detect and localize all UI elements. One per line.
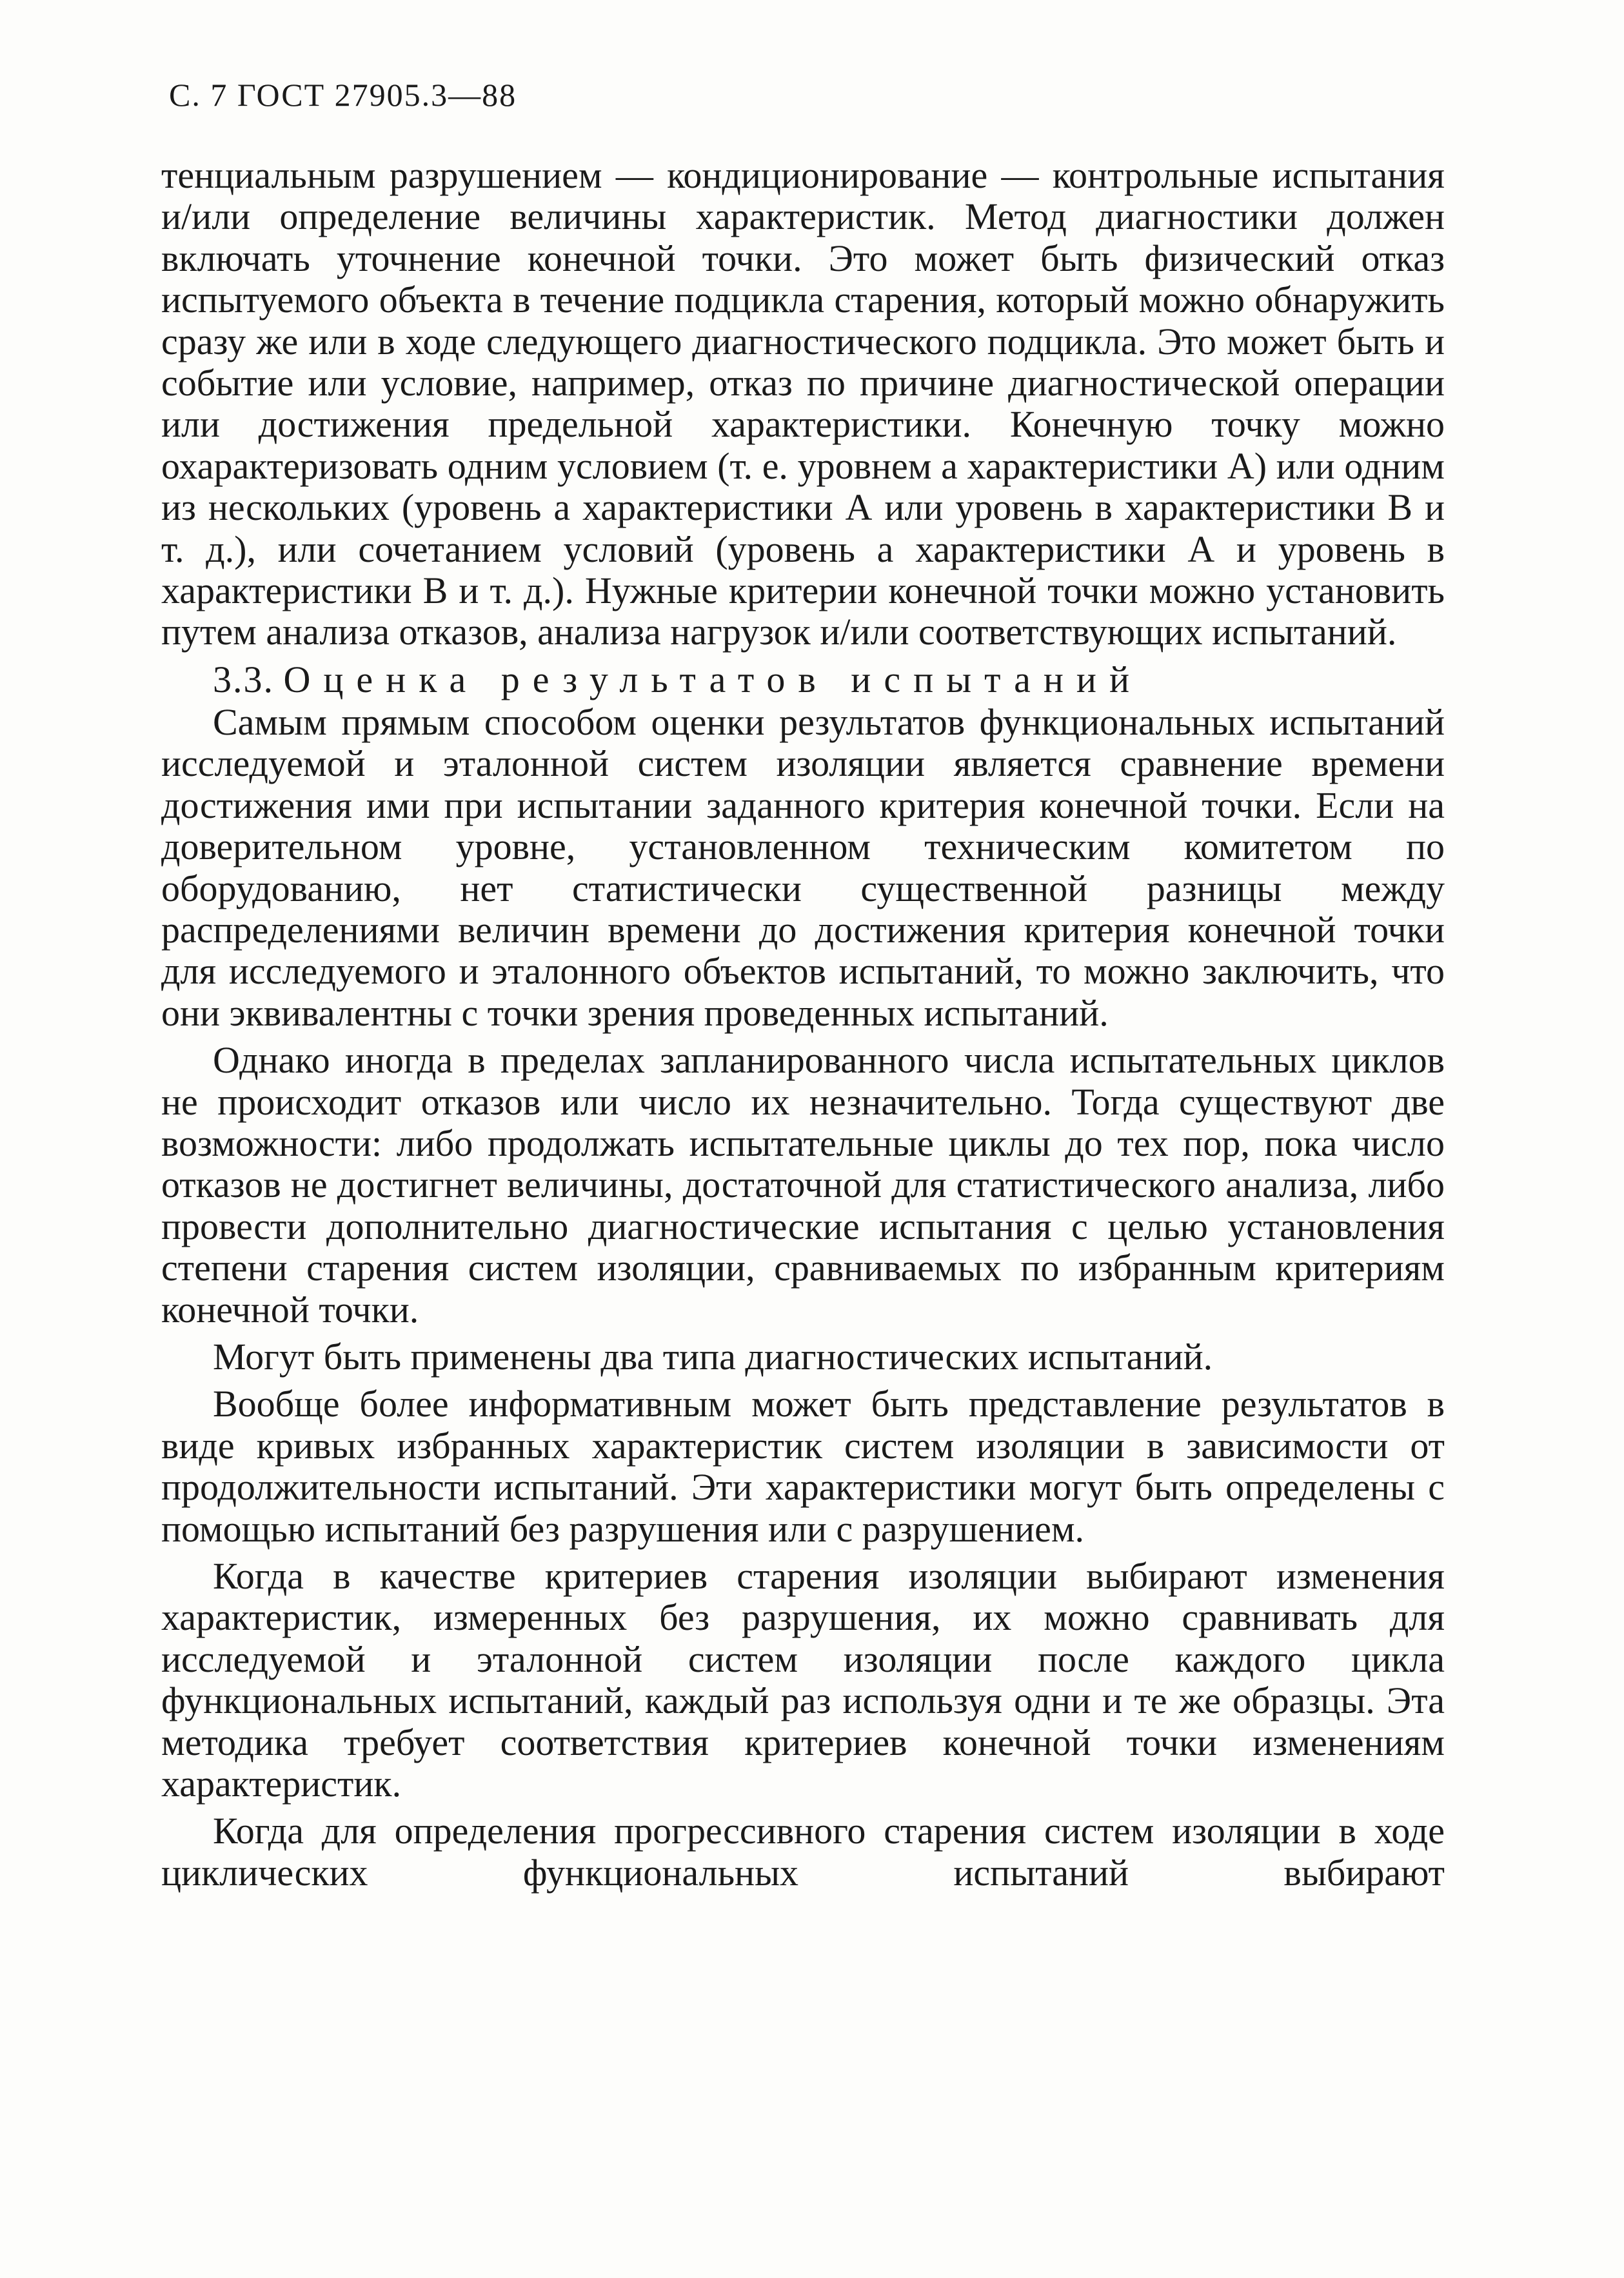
section-number: 3.3. [213, 658, 274, 700]
section-title: Оценка результатов испытаний [283, 658, 1143, 700]
section-heading [161, 659, 1445, 700]
paragraph-continuation: тенциальным разрушением — кондиционирование — контрольные испытания и/или определение величины характеристик. Метод диагностики должен включать уточнение конечной точки. Это может быть физический отказ испытуемого объекта в течение подцикла старения, который можно обнаружить сразу же или в ходе следующего диагностического подцикла. Это может быть и событие или условие, например, отказ по причине диагностической операции или достижения предельной характеристики. Конечную точку можно охарактеризовать одним условием (т. е. уровнем а характеристики А) или одним из нескольких (уровень а характеристики А или уровень в характеристики В и т. д.), или сочетанием условий (уровень а характеристики А и уровень в характеристики В и т. д.). Нужные критерии конечной точки можно установить путем анализа отказов, анализа нагрузок и/или соответствующих испытаний. [161, 154, 1445, 653]
paragraph-progressive-aging: Когда для определения прогрессивного старения систем изоляции в ходе циклических функциональных испытаний выбирают [161, 1810, 1445, 1894]
paragraph-evaluation-method: Самым прямым способом оценки результатов функциональных испытаний исследуемой и эталонной систем изоляции является сравнение времени достижения ими при испытании заданного критерия конечной точки. Если на доверительном уровне, установленном техническим комитетом по оборудованию, нет статистически существенной разницы между распределениями величин времени до достижения критерия конечной точки для исследуемого и эталонного объектов испытаний, то можно заключить, что они эквивалентны с точки зрения проведенных испытаний. [161, 700, 1445, 1034]
body-text [161, 155, 1445, 1899]
paragraph-curves: Вообще более информативным может быть представление результатов в виде кривых избранных характеристик систем изоляции в зависимости от продолжительности испытаний. Эти характеристики могут быть определены с помощью испытаний без разрушения или с разрушением. [161, 1383, 1445, 1550]
paragraph-two-types: Могут быть применены два типа диагностических испытаний. [213, 1335, 1213, 1378]
page-header: С. 7 ГОСТ 27905.3—88 [169, 77, 517, 113]
paragraph-nondestructive: Когда в качестве критериев старения изоляции выбирают изменения характеристик, измеренных без разрушения, их можно сравнивать для исследуемой и эталонной систем изоляции после каждого цикла функциональных испытаний, каждый раз используя одни и те же образцы. Эта методика требует соответствия критериев конечной точки изменениям характеристик. [161, 1555, 1445, 1805]
paragraph-no-failures: Однако иногда в пределах запланированного числа испытательных циклов не происходит отказов или число их незначительно. Тогда существуют две возможности: либо продолжать испытательные циклы до тех пор, пока число отказов не достигнет величины, достаточной для статистического анализа, либо провести дополнительно диагностические испытания с целью установления степени старения систем изоляции, сравниваемых по избранным критериям конечной точки. [161, 1039, 1445, 1331]
